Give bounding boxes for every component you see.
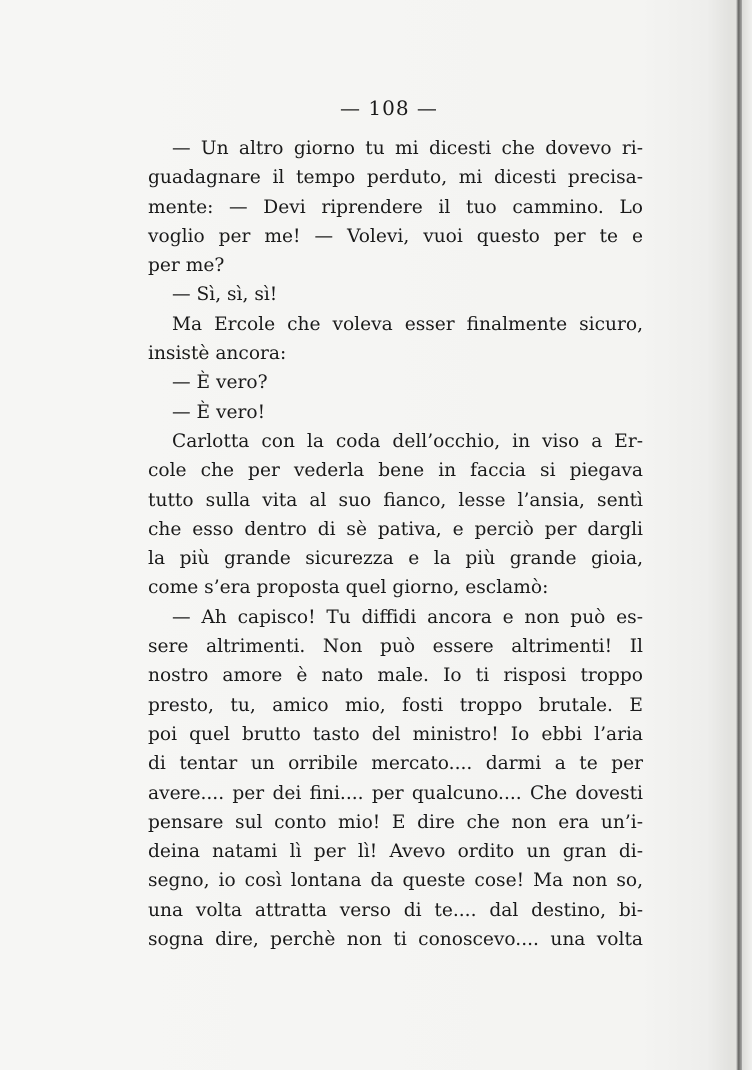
- body-text: [148, 134, 643, 954]
- text-line: per me?: [148, 255, 225, 277]
- text-line: pensare sul conto mio! E dire che non era un’i-: [148, 811, 643, 833]
- text-line: mente: — Devi riprendere il tuo cammino. Lo: [148, 196, 643, 218]
- text-line: Carlotta con la coda dell’occhio, in viso a Er-: [172, 430, 643, 452]
- text-line: sogna dire, perchè non ti conoscevo.... una volta: [148, 929, 643, 951]
- text-line: cole che per vederla bene in faccia si piegava: [148, 460, 643, 482]
- text-line: guadagnare il tempo perduto, mi dicesti precisa-: [148, 167, 643, 189]
- text-line: una volta attratta verso di te.... dal destino, bi-: [148, 899, 643, 921]
- text-line: insistè ancora:: [148, 343, 287, 365]
- text-line: di tentar un orribile mercato.... darmi a te per: [148, 753, 643, 775]
- text-line: voglio per me! — Volevi, vuoi questo per te e: [148, 225, 643, 247]
- text-line: Ma Ercole che voleva esser finalmente sicuro,: [172, 313, 643, 335]
- text-line: segno, io così lontana da queste cose! Ma non so,: [148, 870, 643, 892]
- text-line: poi quel brutto tasto del ministro! Io ebbi l’aria: [148, 723, 643, 745]
- text-line: come s’era proposta quel giorno, esclamò:: [148, 577, 549, 599]
- text-line: nostro amore è nato male. Io ti risposi troppo: [148, 665, 643, 687]
- page-number: — 108 —: [340, 96, 438, 120]
- text-line: — Un altro giorno tu mi dicesti che dovevo ri-: [172, 138, 643, 159]
- text-line: tutto sulla vita al suo fianco, lesse l’ansia, sentì: [148, 489, 643, 511]
- text-line: sere altrimenti. Non può essere altrimenti! Il: [148, 636, 643, 658]
- text-line: presto, tu, amico mio, fosti troppo brutale. E: [148, 694, 643, 716]
- text-line: che esso dentro di sè pativa, e perciò per dargli: [148, 518, 643, 540]
- text-line: la più grande sicurezza e la più grande gioia,: [148, 548, 643, 570]
- text-line: avere.... per dei fini.... per qualcuno.... Che dovesti: [148, 782, 643, 804]
- text-line: — Sì, sì, sì!: [172, 284, 278, 306]
- text-line: deina natami lì per lì! Avevo ordito un gran di-: [148, 841, 643, 863]
- text-line: — È vero?: [172, 372, 268, 394]
- page-edge: [742, 0, 752, 1070]
- text-line: — È vero!: [172, 401, 266, 423]
- text-line: — Ah capisco! Tu diffidi ancora e non può es-: [172, 606, 643, 628]
